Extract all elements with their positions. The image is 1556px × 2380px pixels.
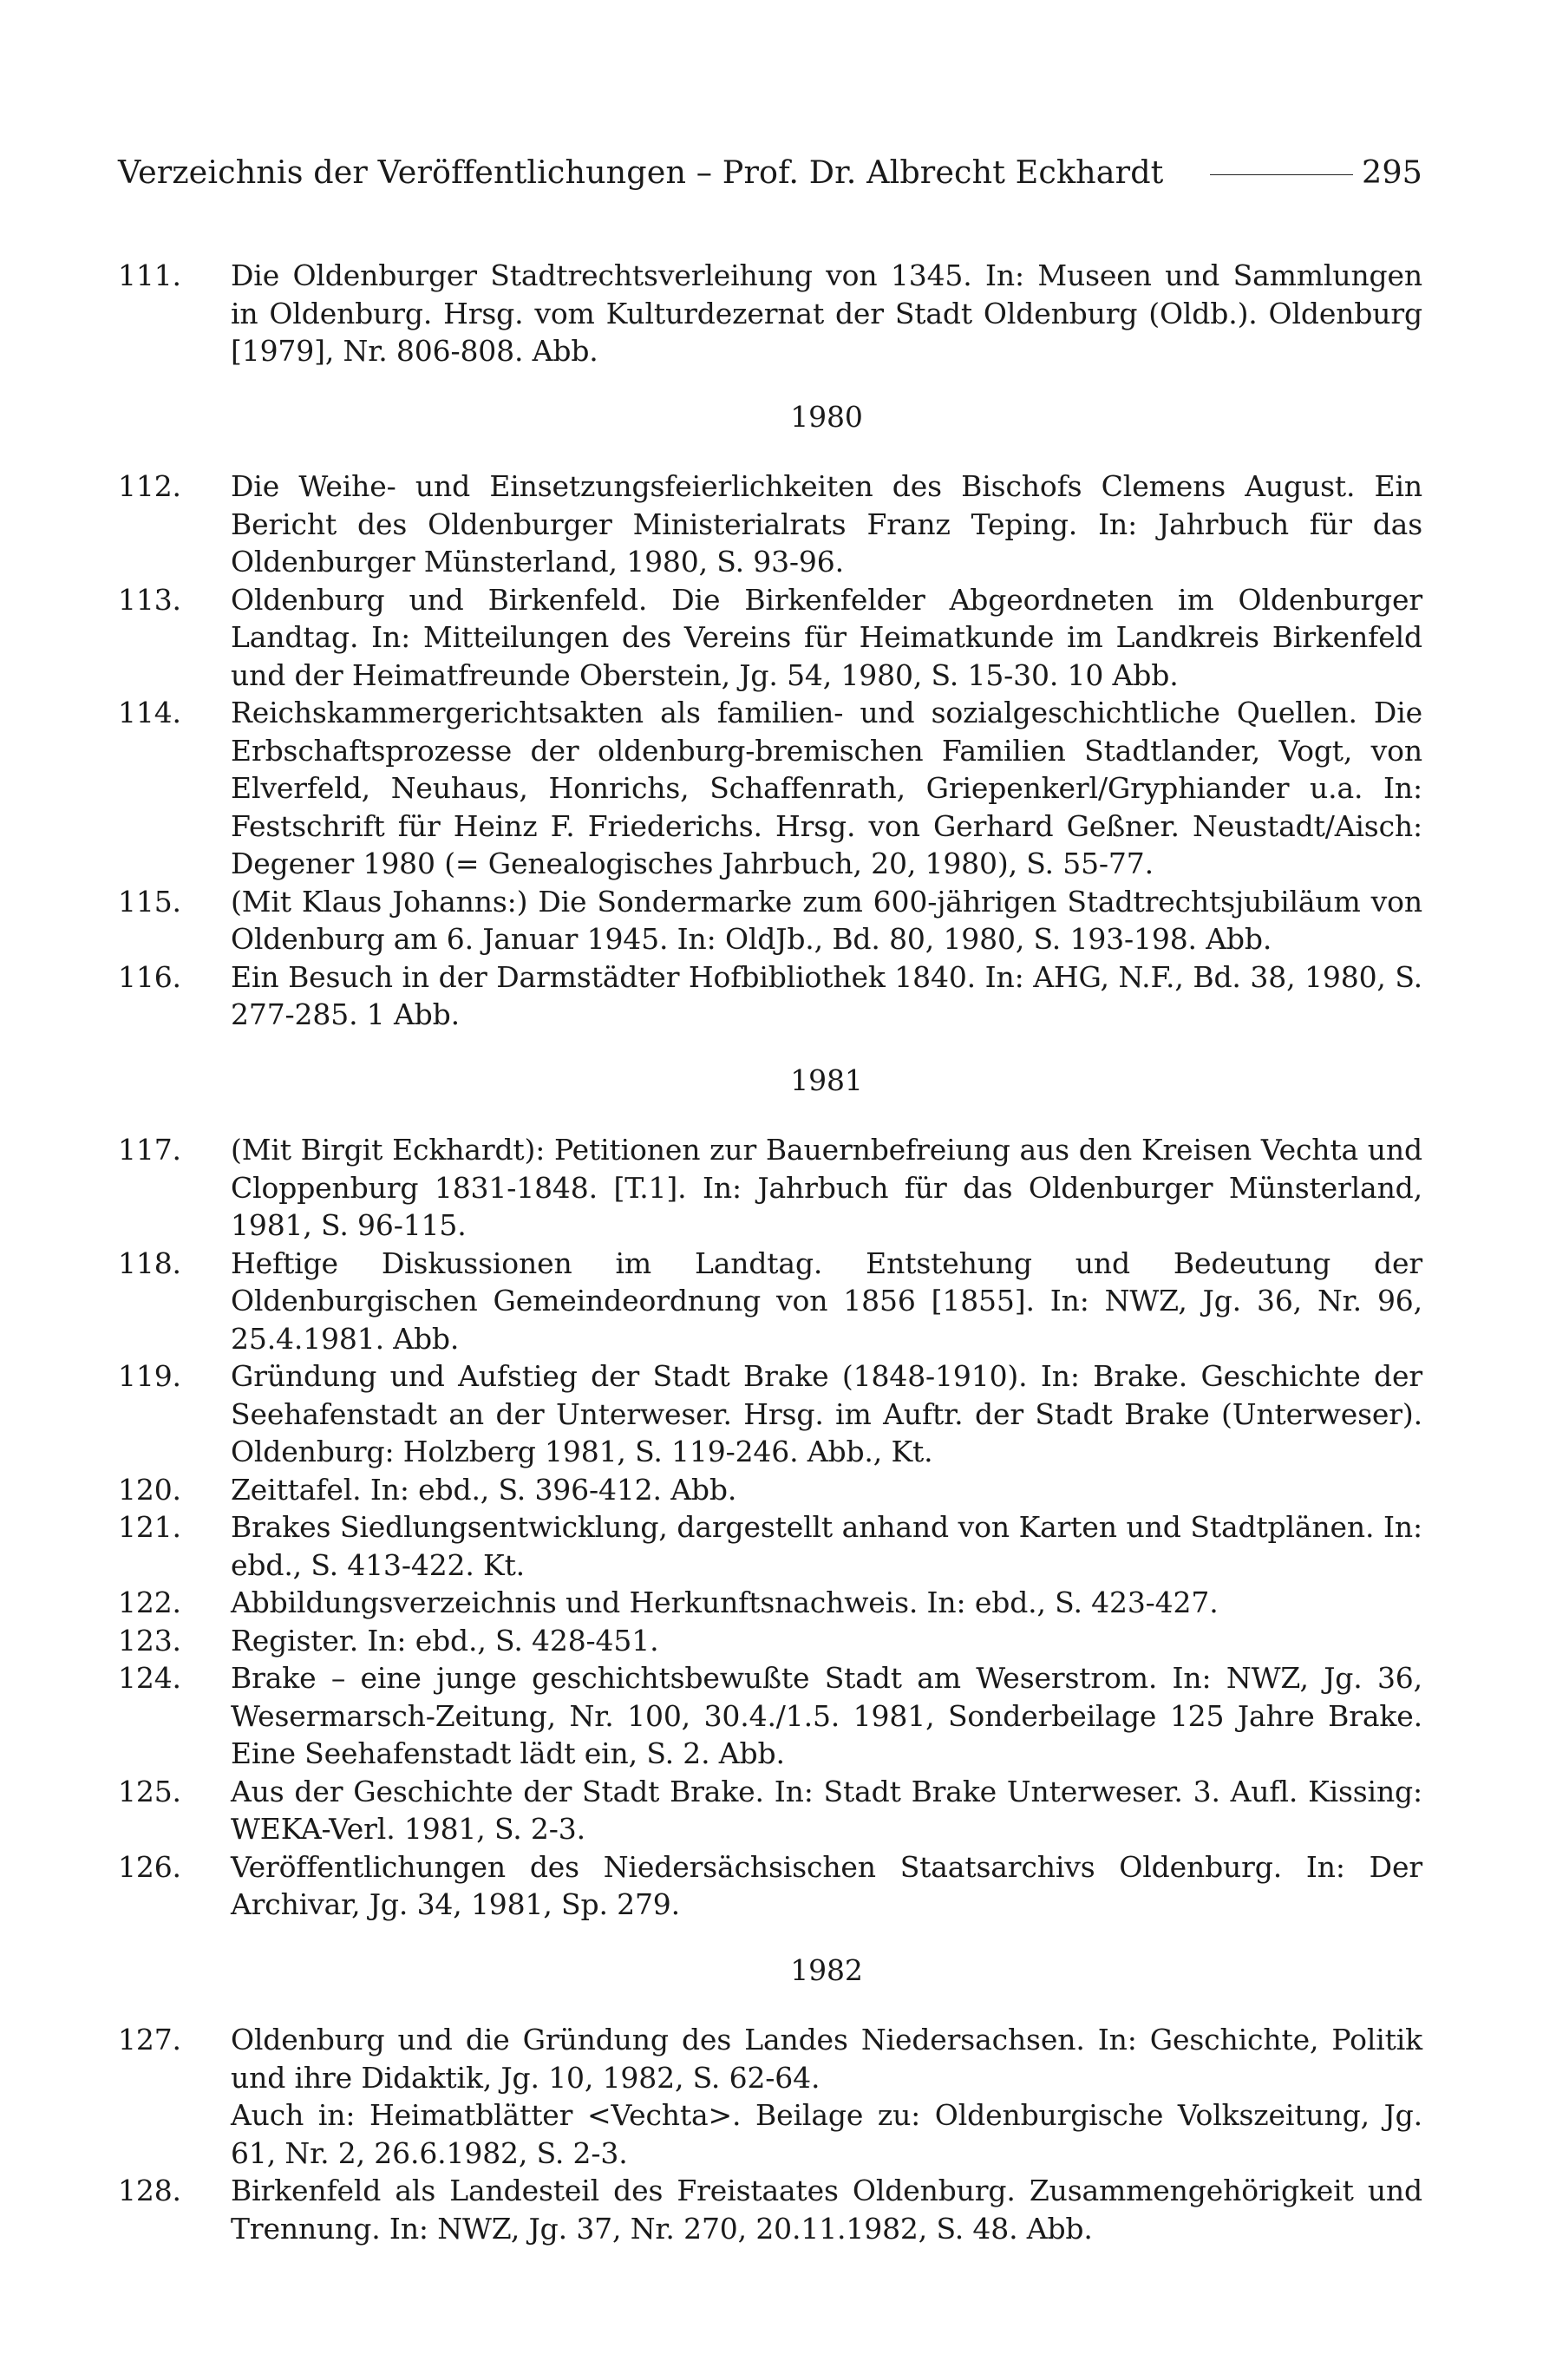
year-heading: 1982 [790,1952,863,1987]
entry-number: 119. [118,1359,181,1393]
entry-text: Abbildungsverzeichnis und Herkunftsnachweis. In: ebd., S. 423-427. [231,1586,1219,1619]
entry-number: 125. [118,1774,181,1808]
entry-number: 121. [118,1510,181,1544]
year-heading: 1980 [790,399,863,434]
entry-text: Oldenburg und die Gründung des Landes Niedersachsen. In: Geschichte, Politik und ihre Didaktik, Jg. 10, 1982, S. 62-64. [231,2023,1422,2095]
entry-text: Reichskammergerichtsakten als familien- und sozialgeschichtliche Quellen. Die Erbschaftsprozesse der oldenburg-bremischen Familien Stadtlander, Vogt, von Elverfeld, Neuhaus, Honrichs, Schaffenrath, Griepenkerl/Gryphiander u.a. In: Festschrift für Heinz F. Friederichs. Hrsg. von Gerhard Geßner. Neustadt/Aisch: Degener 1980 (= Genealogisches Jahrbuch, 20, 1980), S. 55-77. [231,696,1422,880]
entry-text: Veröffentlichungen des Niedersächsischen Staatsarchivs Oldenburg. In: Der Archivar, Jg. 34, 1981, Sp. 279. [231,1849,1422,1921]
entry-number: 112. [118,469,181,503]
bibliography-entry [118,1245,1422,1358]
entry-text-block [231,2021,1422,2172]
header-rule [1210,174,1353,175]
bibliography-entry [118,2172,1422,2247]
running-header [118,146,1422,198]
entry-text: Birkenfeld als Landesteil des Freistaates Oldenburg. Zusammengehörigkeit und Trennung. In: NWZ, Jg. 37, Nr. 270, 20.11.1982, S. 48. Abb. [231,2174,1422,2246]
entry-text: Ein Besuch in der Darmstädter Hofbibliothek 1840. In: AHG, N.F., Bd. 38, 1980, S. 277-285. 1 Abb. [231,959,1422,1031]
entry-number: 127. [118,2023,181,2056]
entry-number: 122. [118,1586,181,1619]
entry-text: Zeittafel. In: ebd., S. 396-412. Abb. [231,1472,737,1507]
bibliography-entry [118,694,1422,883]
bibliography-entry [118,468,1422,581]
bibliography-entry [118,1659,1422,1773]
bibliography-entry [118,1584,1422,1622]
bibliography-entry [118,1131,1422,1245]
page-number: 295 [1362,153,1422,191]
bibliography-entry [118,1773,1422,1848]
entry-number: 128. [118,2174,181,2207]
entry-text: Brakes Siedlungsentwicklung, dargestellt anhand von Karten und Stadtplänen. In: ebd., S. 413-422. Kt. [231,1510,1422,1582]
bibliography-entry [118,1471,1422,1509]
entry-number: 113. [118,582,181,617]
entry-text: Die Oldenburger Stadtrechtsverleihung von 1345. In: Museen und Sammlungen in Oldenburg. Hrsg. vom Kulturdezernat der Stadt Oldenburg (Oldb.). Oldenburg [1979], Nr. 806-808. Abb. [231,258,1422,368]
entry-number: 116. [118,959,181,994]
bibliography-entry [118,1622,1422,1660]
bibliography-entry [118,958,1422,1034]
entry-text: Oldenburg und Birkenfeld. Die Birkenfelder Abgeordneten im Oldenburger Landtag. In: Mitteilungen des Vereins für Heimatkunde im Landkreis Birkenfeld und der Heimatfreunde Oberstein, Jg. 54, 1980, S. 15-30. 10 Abb. [231,582,1422,692]
entry-text: Aus der Geschichte der Stadt Brake. In: Stadt Brake Unterweser. 3. Aufl. Kissing: WEKA-Verl. 1981, S. 2-3. [231,1774,1422,1846]
entry-number: 124. [118,1661,181,1695]
entry-text: Brake – eine junge geschichtsbewußte Stadt am Weserstrom. In: NWZ, Jg. 36, Wesermarsch-Zeitung, Nr. 100, 30.4./1.5. 1981, Sonderbeilage 125 Jahre Brake. Eine Seehafenstadt lädt ein, S. 2. Abb. [231,1661,1422,1770]
entry-text: Die Weihe- und Einsetzungsfeierlichkeiten des Bischofs Clemens August. Ein Bericht des Oldenburger Ministerialrats Franz Teping. In: Jahrbuch für das Oldenburger Münsterland, 1980, S. 93-96. [231,469,1422,579]
bibliography-entry [118,257,1422,370]
entry-text: (Mit Birgit Eckhardt): Petitionen zur Bauernbefreiung aus den Kreisen Vechta und Cloppenburg 1831-1848. [T.1]. In: Jahrbuch für das Oldenburger Münsterland, 1981, S. 96-115. [231,1133,1422,1242]
header-title: Verzeichnis der Veröffentlichungen – Prof. Dr. Albrecht Eckhardt [118,153,1164,191]
bibliography-list [118,257,1422,2247]
entry-number: 114. [118,696,181,729]
entry-text: Heftige Diskussionen im Landtag. Entstehung und Bedeutung der Oldenburgischen Gemeindeordnung von 1856 [1855]. In: NWZ, Jg. 36, Nr. 96, 25.4.1981. Abb. [231,1246,1422,1356]
entry-number: 120. [118,1472,181,1507]
entry-number: 117. [118,1133,181,1167]
entry-number: 126. [118,1849,181,1884]
entry-number: 118. [118,1246,181,1280]
entry-text: Gründung und Aufstieg der Stadt Brake (1848-1910). In: Brake. Geschichte der Seehafenstadt an der Unterweser. Hrsg. im Auftr. der Stadt Brake (Unterweser). Oldenburg: Holzberg 1981, S. 119-246. Abb., Kt. [231,1359,1422,1468]
entry-number: 123. [118,1623,181,1658]
bibliography-entry [118,581,1422,695]
entry-text: Register. In: ebd., S. 428-451. [231,1623,659,1658]
bibliography-entry [118,883,1422,958]
entry-number: 115. [118,884,181,919]
entry-number: 111. [118,258,181,292]
bibliography-entry [118,2021,1422,2172]
bibliography-entry [118,1357,1422,1471]
entry-text-reprint: Auch in: Heimatblätter <Vechta>. Beilage zu: Oldenburgische Volkszeitung, Jg. 61, Nr. 2, 26.6.1982, S. 2-3. [231,2098,1422,2170]
year-heading: 1981 [790,1062,863,1097]
entry-text: (Mit Klaus Johanns:) Die Sondermarke zum 600-jährigen Stadtrechtsjubiläum von Oldenburg am 6. Januar 1945. In: OldJb., Bd. 80, 1980, S. 193-198. Abb. [231,884,1422,956]
bibliography-entry [118,1848,1422,1924]
bibliography-entry [118,1508,1422,1584]
